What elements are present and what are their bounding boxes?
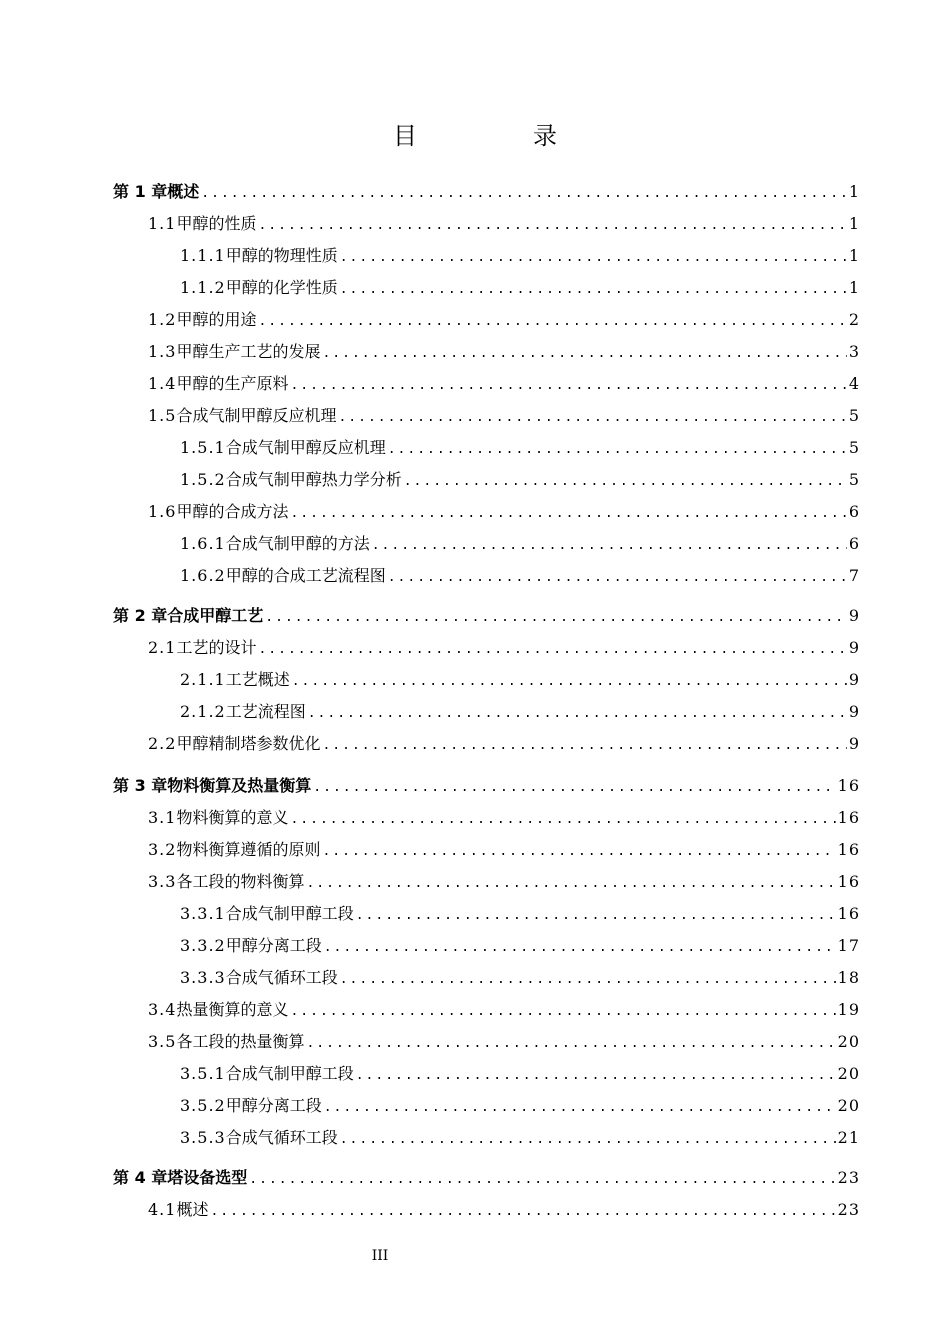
toc-subsection-entry[interactable] [113,936,860,956]
toc-entry-page: 7 [848,566,860,585]
toc-entry-title: 合成甲醇工艺 [167,606,264,625]
page-title: 目 录 [393,122,603,150]
toc-entry-title: 物料衡算的意义 [176,808,289,827]
dot-leader [322,346,846,362]
toc-section-entry[interactable] [113,872,860,892]
toc-subsection-entry[interactable] [113,904,860,924]
toc-entry-page: 16 [837,776,860,795]
toc-entry-title: 甲醇的物理性质 [225,246,338,265]
dot-leader [265,610,847,626]
toc-entry-number: 2.1.1 [180,670,226,689]
toc-entry-page: 16 [837,904,860,923]
dot-leader [290,812,835,828]
toc-entry-number: 1.1.1 [180,246,226,265]
toc-entry-title: 合成气制甲醇反应机理 [176,406,337,425]
toc-entry-number: 4.1 [148,1200,177,1219]
dot-leader [388,570,847,586]
dot-leader [249,1172,835,1188]
toc-entry-page: 2 [848,310,860,329]
toc-subsection-entry[interactable] [113,246,860,266]
dot-leader [322,738,846,754]
toc-entry-number: 1.1.2 [180,278,226,297]
toc-entry-number: 第 3 章 [113,776,168,795]
toc-entry-title: 甲醇的合成工艺流程图 [225,566,386,585]
toc-entry-number: 1.5.1 [180,438,226,457]
dot-leader [258,642,846,658]
toc-entry-number: 1.1 [148,214,177,233]
toc-entry-number: 1.2 [148,310,177,329]
toc-subsection-entry[interactable] [113,278,860,298]
toc-entry-number: 3.5.2 [180,1096,226,1115]
toc-entry-title: 热量衡算的意义 [176,1000,289,1019]
toc-section-entry[interactable] [113,502,860,522]
toc-entry-page: 9 [848,638,860,657]
dot-leader [290,1004,835,1020]
toc-entry-page: 19 [837,1000,860,1019]
toc-entry-title: 甲醇分离工段 [225,1096,322,1115]
toc-chapter-entry[interactable] [113,776,860,796]
toc-entry-page: 9 [848,606,860,625]
toc-entry-title: 物料衡算遵循的原则 [176,840,321,859]
dot-leader [306,876,835,892]
toc-entry-page: 5 [848,470,860,489]
toc-entry-page: 6 [848,502,860,521]
toc-entry-number: 第 2 章 [113,606,168,625]
dot-leader [308,706,847,722]
toc-subsection-entry[interactable] [113,470,860,490]
toc-subsection-entry[interactable] [113,1064,860,1084]
toc-subsection-entry[interactable] [113,438,860,458]
dot-leader [388,442,847,458]
toc-entry-page: 23 [837,1200,860,1219]
dot-leader [324,1100,836,1116]
toc-entry-page: 1 [848,246,860,265]
toc-entry-title: 合成气循环工段 [225,968,338,987]
toc-entry-title: 合成气制甲醇反应机理 [225,438,386,457]
toc-entry-title: 工艺概述 [225,670,290,689]
toc-entry-title: 甲醇精制塔参数优化 [176,734,321,753]
toc-section-entry[interactable] [113,342,860,362]
toc-entry-number: 2.1.2 [180,702,226,721]
dot-leader [338,410,846,426]
toc-entry-page: 23 [837,1168,860,1187]
dot-leader [372,538,847,554]
toc-entry-page: 16 [837,840,860,859]
toc-section-entry[interactable] [113,840,860,860]
toc-section-entry[interactable] [113,406,860,426]
toc-entry-number: 1.5 [148,406,177,425]
dot-leader [258,314,846,330]
toc-subsection-entry[interactable] [113,1096,860,1116]
toc-entry-page: 3 [848,342,860,361]
toc-entry-title: 甲醇的生产原料 [176,374,289,393]
toc-entry-page: 20 [837,1032,860,1051]
toc-entry-title: 合成气制甲醇工段 [225,1064,354,1083]
toc-entry-number: 3.5.1 [180,1064,226,1083]
toc-entry-page: 5 [848,438,860,457]
toc-entry-page: 16 [837,808,860,827]
toc-entry-number: 第 1 章 [113,182,168,201]
toc-entry-title: 合成气制甲醇热力学分析 [225,470,402,489]
toc-entry-title: 概述 [176,1200,209,1219]
toc-entry-number: 3.5.3 [180,1128,226,1147]
toc-entry-number: 3.3.3 [180,968,226,987]
toc-entry-page: 9 [848,702,860,721]
toc-entry-number: 2.1 [148,638,177,657]
dot-leader [356,1068,836,1084]
toc-subsection-entry[interactable] [113,702,860,722]
toc-entry-title: 概述 [167,182,200,201]
toc-entry-number: 1.6.2 [180,566,226,585]
toc-subsection-entry[interactable] [113,1128,860,1148]
toc-entry-number: 1.3 [148,342,177,361]
toc-section-entry[interactable] [113,1032,860,1052]
toc-entry-number: 第 4 章 [113,1168,168,1187]
toc-entry-number: 3.2 [148,840,177,859]
toc-entry-page: 9 [848,670,860,689]
toc-chapter-entry[interactable] [113,182,860,202]
toc-entry-page: 1 [848,182,860,201]
footer-page-number: III [371,1248,389,1264]
toc-entry-number: 3.5 [148,1032,177,1051]
toc-subsection-entry[interactable] [113,534,860,554]
toc-entry-number: 3.3 [148,872,177,891]
toc-entry-page: 1 [848,214,860,233]
toc-entry-title: 甲醇分离工段 [225,936,322,955]
dot-leader [210,1204,835,1220]
dot-leader [306,1036,835,1052]
toc-section-entry[interactable] [113,638,860,658]
dot-leader [340,250,847,266]
toc-entry-title: 合成气制甲醇工段 [225,904,354,923]
dot-leader [340,1132,836,1148]
toc-entry-title: 物料衡算及热量衡算 [167,776,312,795]
toc-entry-page: 21 [837,1128,860,1147]
toc-entry-title: 甲醇的用途 [176,310,257,329]
toc-entry-number: 2.2 [148,734,177,753]
dot-leader [356,908,836,924]
toc-entry-title: 甲醇的化学性质 [225,278,338,297]
toc-section-entry[interactable] [113,214,860,234]
toc-entry-number: 1.4 [148,374,177,393]
dot-leader [290,378,846,394]
toc-subsection-entry[interactable] [113,968,860,988]
toc-entry-title: 合成气循环工段 [225,1128,338,1147]
toc-entry-number: 3.3.2 [180,936,226,955]
toc-section-entry[interactable] [113,808,860,828]
toc-entry-number: 3.3.1 [180,904,226,923]
dot-leader [201,186,847,202]
toc-entry-number: 1.5.2 [180,470,226,489]
toc-entry-page: 9 [848,734,860,753]
toc-section-entry[interactable] [113,1200,860,1220]
dot-leader [340,282,847,298]
toc-section-entry[interactable] [113,734,860,754]
toc-entry-title: 甲醇生产工艺的发展 [176,342,321,361]
toc-entry-page: 18 [837,968,860,987]
toc-entry-page: 4 [848,374,860,393]
toc-entry-page: 1 [848,278,860,297]
dot-leader [340,972,836,988]
toc-entry-page: 17 [837,936,860,955]
toc-entry-title: 各工段的物料衡算 [176,872,305,891]
toc-entry-page: 5 [848,406,860,425]
toc-section-entry[interactable] [113,374,860,394]
toc-section-entry[interactable] [113,1000,860,1020]
dot-leader [290,506,846,522]
toc-entry-title: 工艺流程图 [225,702,306,721]
toc-entry-title: 塔设备选型 [167,1168,248,1187]
toc-subsection-entry[interactable] [113,566,860,586]
toc-subsection-entry[interactable] [113,670,860,690]
toc-entry-title: 甲醇的性质 [176,214,257,233]
dot-leader [292,674,847,690]
toc-entry-number: 3.4 [148,1000,177,1019]
toc-entry-number: 1.6.1 [180,534,226,553]
toc-chapter-entry[interactable] [113,1168,860,1188]
toc-entry-page: 20 [837,1096,860,1115]
toc-entry-title: 工艺的设计 [176,638,257,657]
toc-section-entry[interactable] [113,310,860,330]
toc-entry-title: 甲醇的合成方法 [176,502,289,521]
dot-leader [404,474,847,490]
toc-entry-title: 合成气制甲醇的方法 [225,534,370,553]
toc-entry-page: 6 [848,534,860,553]
dot-leader [322,844,835,860]
dot-leader [324,940,836,956]
toc-chapter-entry[interactable] [113,606,860,626]
toc-entry-number: 3.1 [148,808,177,827]
toc-entry-title: 各工段的热量衡算 [176,1032,305,1051]
toc-entry-number: 1.6 [148,502,177,521]
dot-leader [258,218,846,234]
toc-entry-page: 20 [837,1064,860,1083]
toc-entry-page: 16 [837,872,860,891]
dot-leader [313,780,835,796]
